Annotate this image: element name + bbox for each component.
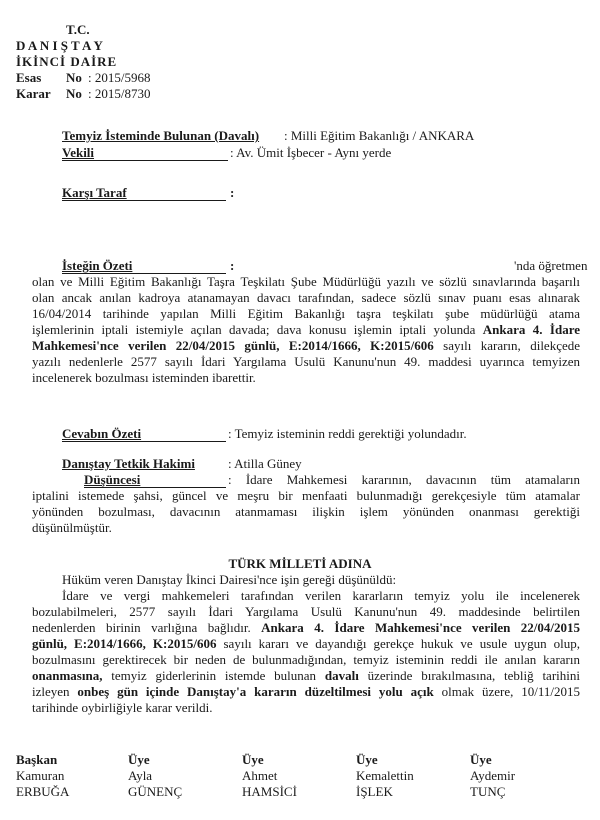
decision-line-0: Hüküm veren Danıştay İkinci Dairesi'nce işin gereği düşünüldü: — [62, 572, 397, 587]
request-line: olan ancak anılan kadroya atanamayan davacı tarafından, sadece sözlü sınav puanı esas alınarak — [32, 290, 580, 305]
decision-line: nedenlerden birinin varlığına bağlıdır. Ankara 4. İdare Mahkemesi'nce verilen 22/04/2015 — [32, 620, 580, 635]
esas-no-label: No — [66, 70, 82, 85]
opinion-label: Düşüncesi — [84, 472, 141, 487]
header-chamber: İKİNCİ DAİRE — [16, 54, 118, 69]
judge-value: : Atilla Güney — [228, 456, 302, 471]
decision-line-1-wrap: İdare ve vergi mahkemeleri tarafından verilen kararların temyiz yolu ile incelenerek — [62, 588, 580, 603]
signature-first: Ayla — [128, 768, 153, 783]
opposing-label: Karşı Taraf — [62, 185, 127, 200]
esas-value: : 2015/5968 — [88, 70, 151, 85]
opposing-value: : — [230, 185, 235, 200]
signature-role: Üye — [470, 752, 492, 767]
opinion-line-0: : İdare Mahkemesi kararının, davacının tüm atamaların — [228, 472, 580, 487]
request-line: yazılı nedenlerle 2577 sayılı İdari Yargılama Usulü Kanunu'nun 49. maddesi uyarınca temyizen — [32, 354, 580, 369]
counsel-label: Vekili — [62, 145, 95, 160]
opinion-underline — [84, 472, 226, 488]
appellant-value: : Milli Eğitim Bakanlığı / ANKARA — [284, 128, 475, 143]
opinion-line: düşünülmüştür. — [32, 520, 112, 535]
signature-first: Kamuran — [16, 768, 65, 783]
opposing-underline — [62, 185, 226, 201]
decision-line: tarihinde oybirliğiyle karar verildi. — [32, 700, 213, 715]
signature-last: GÜNENÇ — [128, 784, 183, 799]
counsel-value: : Av. Ümit İşbecer - Aynı yerde — [230, 145, 392, 160]
request-label: İsteğin Özeti — [62, 258, 133, 273]
decision-body — [32, 604, 580, 716]
response-label: Cevabın Özeti — [62, 426, 142, 441]
decision-line: bozulabilmeleri, 2577 sayılı İdari Yargılama Usulü Kanunu'nun 49. maddesinde belirtilen — [32, 604, 580, 619]
opinion-line: iptalini istemede şahsi, güncel ve meşru bir menfaati bulunmadığı gerekçesiyle tüm atamalar — [32, 488, 580, 503]
karar-label: Karar — [16, 86, 51, 101]
signature-first: Aydemir — [470, 768, 516, 783]
request-line-0: 'nda öğretmen — [514, 258, 588, 273]
appellant-label: Temyiz İsteminde Bulunan (Davalı) — [62, 128, 260, 143]
decision-title: TÜRK MİLLETİ ADINA — [228, 556, 372, 571]
request-underline — [62, 258, 226, 274]
signature-first: Ahmet — [242, 768, 278, 783]
response-underline — [62, 426, 226, 442]
request-line: işlemlerinin iptali istemiyle açılan davada; dava konusu işlemin iptali yolunda Ankara 4. İdare — [32, 322, 580, 337]
opinion-line: yönünden bozulması, davacının atanmaması ilişkin işlem yönünden onanması gerektiği — [32, 504, 580, 519]
opinion-body — [32, 488, 580, 536]
decision-line: izleyen onbeş gün içinde Danıştay'a kararın düzeltilmesi yolu açık olmak üzere, 10/11/2015 — [32, 684, 580, 699]
decision-line: günlü, E:2014/1666, K:2015/606 sayılı kararı ve dayandığı gerekçe hukuk ve usule uygun olup, — [32, 636, 580, 651]
judge-label: Danıştay Tetkik Hakimi — [62, 456, 195, 471]
signature-role: Başkan — [16, 752, 58, 767]
karar-value: : 2015/8730 — [88, 86, 151, 101]
request-line: incelenerek bozulması isteminden ibarettir. — [32, 370, 256, 385]
esas-label: Esas — [16, 70, 42, 85]
response-value: : Temyiz isteminin reddi gerektiği yolundadır. — [228, 426, 467, 441]
signature-last: HAMSİCİ — [242, 784, 297, 799]
signature-last: TUNÇ — [470, 784, 506, 799]
decision-line: bozulmasını gerektirecek bir neden de bulunmadığından, temyiz isteminin reddi ile anılan kararın — [32, 652, 580, 667]
signature-first: Kemalettin — [356, 768, 414, 783]
decision-line: onanmasına, temyiz giderlerinin istemde bulunan davalı üzerinde bırakılmasına, tebliğ tarihini — [32, 668, 580, 683]
signature-last: ERBUĞA — [16, 784, 70, 799]
header-court: D A N I Ş T A Y — [16, 38, 103, 53]
karar-no-label: No — [66, 86, 82, 101]
request-colon: : — [230, 258, 235, 273]
header-tc: T.C. — [66, 22, 90, 37]
request-line: Mahkemesi'nce verilen 22/04/2015 günlü, E:2014/1666, K:2015/606 sayılı kararın, dilekçede — [32, 338, 580, 353]
signature-role: Üye — [356, 752, 378, 767]
request-line: olan ve Milli Eğitim Bakanlığı Taşra Teşkilatı Şube Müdürlüğü yazılı ve sözlü sınavlarında başarılı — [32, 274, 580, 289]
signature-last: İŞLEK — [356, 784, 393, 799]
signature-role: Üye — [242, 752, 264, 767]
signature-role: Üye — [128, 752, 150, 767]
request-line: 16/04/2014 tarihinde yapılan Milli Eğitim Bakanlığı taşra teşkilatı şube müdürlüğü atama — [32, 306, 580, 321]
request-body — [32, 274, 580, 386]
